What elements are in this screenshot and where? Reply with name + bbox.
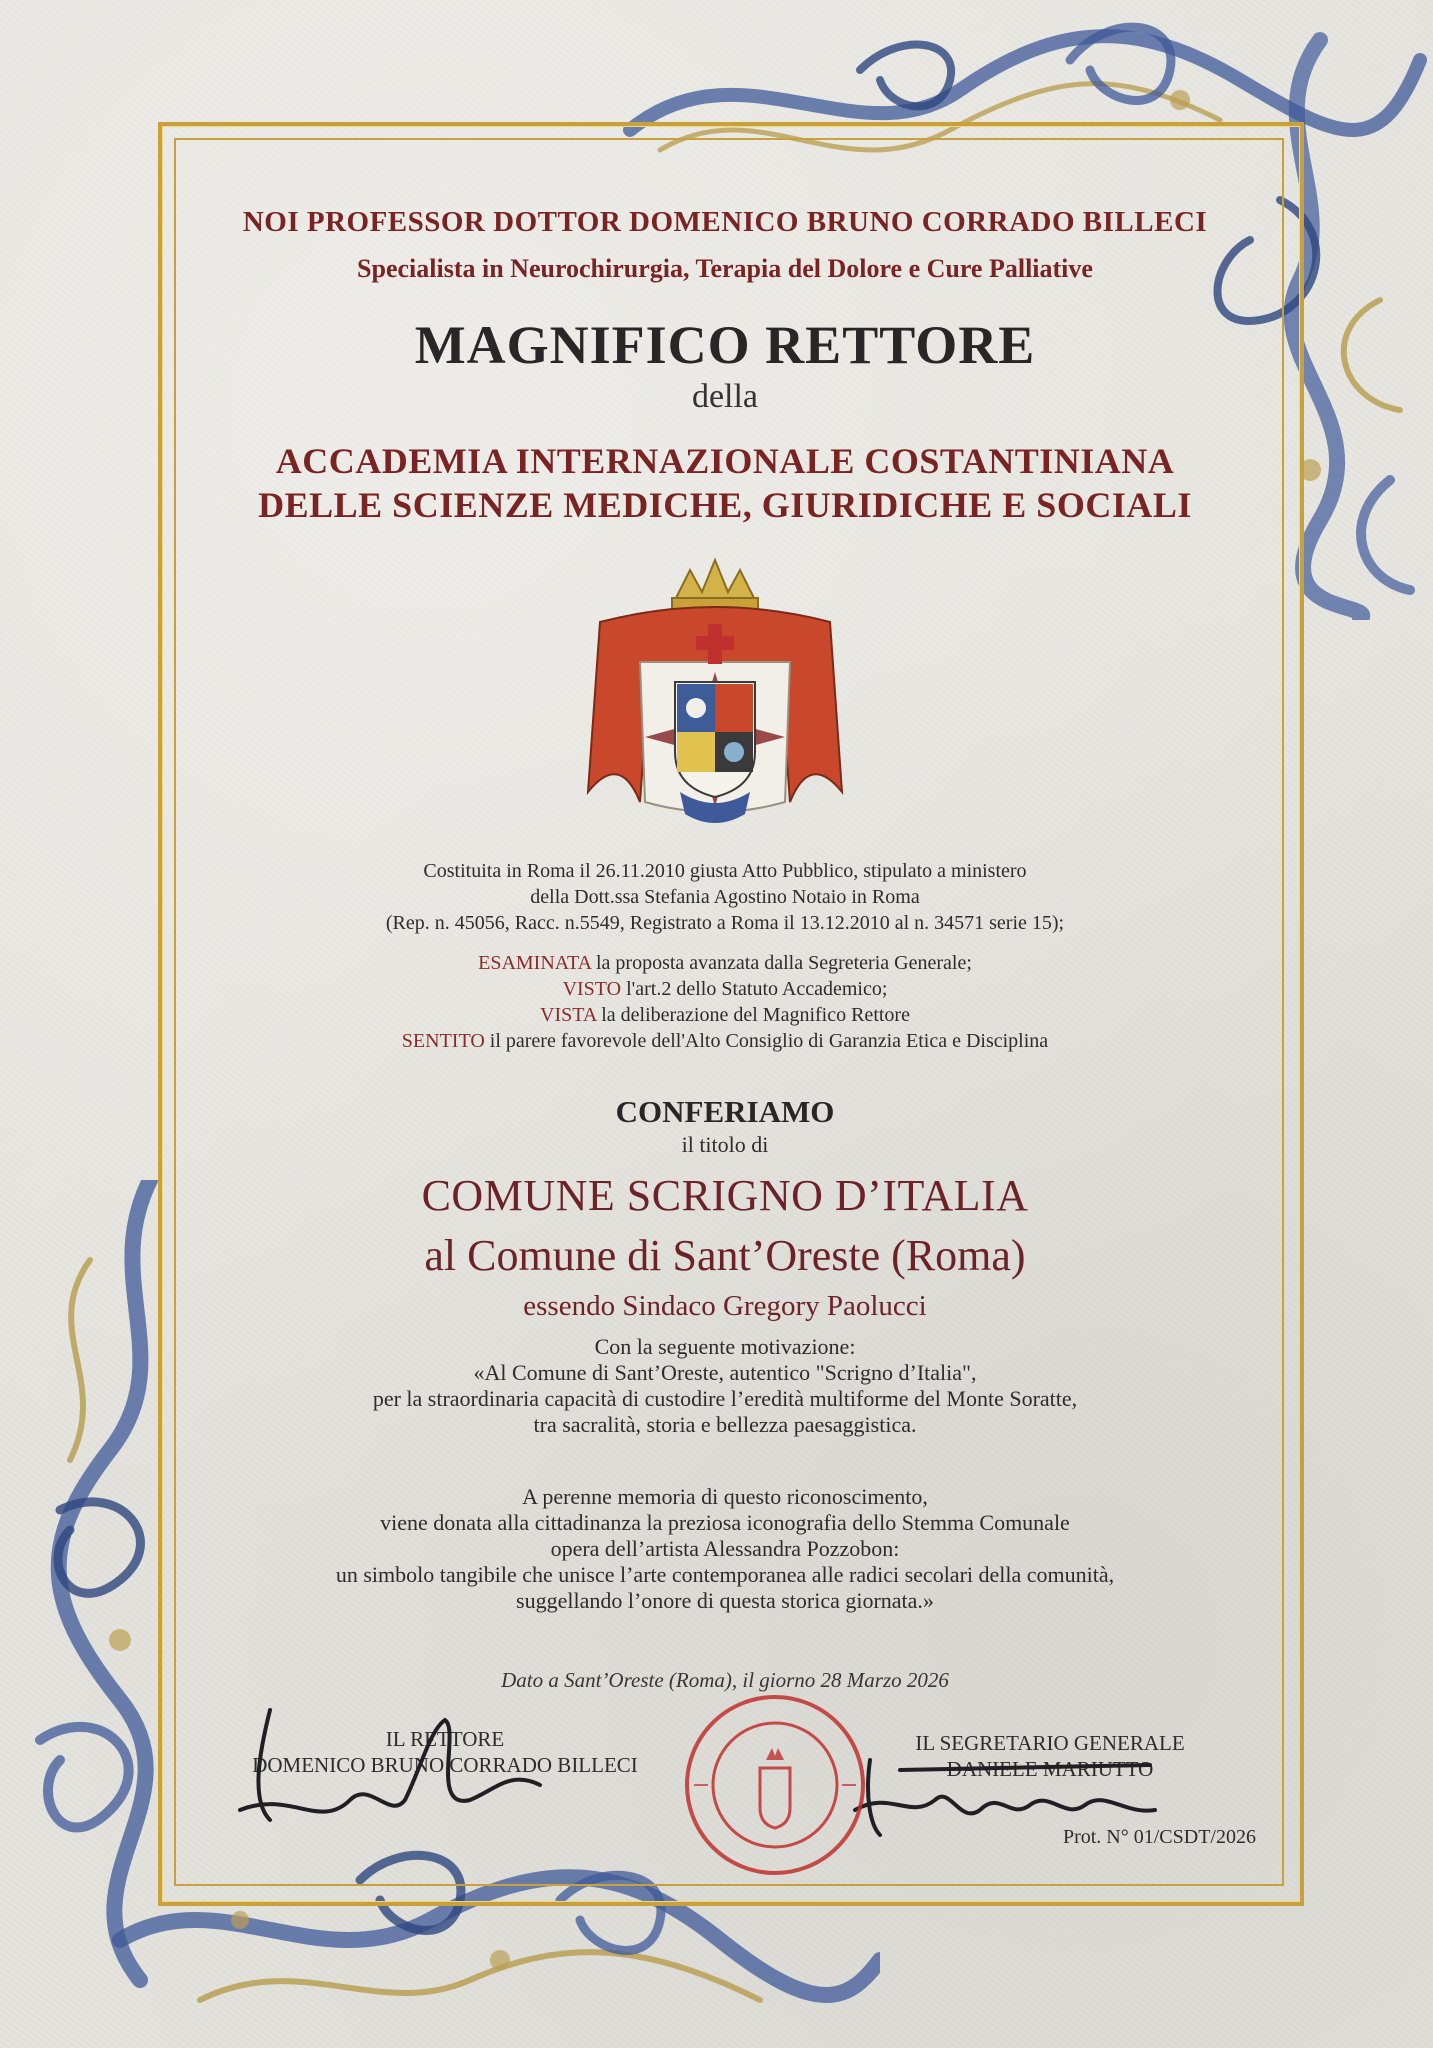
rector-name: DOMENICO BRUNO CORRADO BILLECI	[252, 1753, 638, 1777]
certificate-title: MAGNIFICO RETTORE	[414, 315, 1036, 375]
secretary-role: IL SEGRETARIO GENERALE	[915, 1731, 1185, 1755]
coat-of-arms-emblem	[580, 552, 850, 834]
declaration-text: la proposta avanzata dalla Segreteria Generale;	[590, 952, 972, 974]
declaration-sentito	[170, 1028, 1280, 1054]
conferral-heading: CONFERIAMO	[615, 1094, 835, 1129]
memory-line-4: un simbolo tangibile che unisce l’arte contemporanea alle radici secolari della comunità,	[335, 1562, 1115, 1587]
secretary-name: DANIELE MARIUTTO	[946, 1757, 1154, 1781]
constitution-text	[170, 858, 1280, 936]
declaration-text: la deliberazione del Magnifico Rettore	[596, 1004, 910, 1026]
academy-name-line-1: ACCADEMIA INTERNAZIONALE COSTANTINIANA	[275, 441, 1175, 481]
award-title: COMUNE SCRIGNO D’ITALIA	[421, 1171, 1029, 1220]
issuer-specialization: Specialista in Neurochirurgia, Terapia del Dolore e Cure Palliative	[357, 254, 1093, 283]
issuer-name: NOI PROFESSOR DOTTOR DOMENICO BRUNO CORRADO BILLECI	[242, 206, 1208, 238]
memory-line-5: suggellando l’onore di questa storica giornata.»	[516, 1588, 934, 1613]
declaration-keyword: VISTO	[562, 978, 622, 1000]
declaration-visto	[170, 976, 1280, 1002]
award-recipient: al Comune di Sant’Oreste (Roma)	[424, 1231, 1026, 1280]
motivation-line-3: per la straordinaria capacità di custodire l’eredità multiforme del Monte Soratte,	[372, 1386, 1078, 1411]
declaration-vista	[170, 1002, 1280, 1028]
date-place-line: Dato a Sant’Oreste (Roma), il giorno 28 Marzo 2026	[501, 1668, 949, 1692]
constitution-line-2: della Dott.ssa Stefania Agostino Notaio in Roma	[530, 886, 920, 908]
memory-line-3: opera dell’artista Alessandra Pozzobon:	[550, 1536, 900, 1561]
rector-handwritten-signature	[230, 1690, 560, 1845]
motivation-text	[170, 1334, 1280, 1438]
conferral-subheading: il titolo di	[681, 1132, 769, 1157]
motivation-line-1: Con la seguente motivazione:	[594, 1334, 856, 1359]
declaration-text: l'art.2 dello Statuto Accademico;	[621, 978, 888, 1000]
constitution-line-3: (Rep. n. 45056, Racc. n.5549, Registrato a Roma il 13.12.2010 al n. 34571 serie 15);	[385, 912, 1065, 934]
academy-name-line-2: DELLE SCIENZE MEDICHE, GIURIDICHE E SOCIALI	[258, 485, 1192, 525]
declaration-text: il parere favorevole dell'Alto Consiglio di Garanzia Etica e Disciplina	[484, 1030, 1049, 1052]
title-connector: della	[691, 378, 759, 415]
memory-text	[170, 1484, 1280, 1614]
official-stamp-seal	[680, 1690, 870, 1880]
motivation-line-2: «Al Comune di Sant’Oreste, autentico "Scrigno d’Italia",	[473, 1360, 977, 1385]
mayor-line: essendo Sindaco Gregory Paolucci	[523, 1290, 927, 1322]
memory-line-2: viene donata alla cittadinanza la preziosa iconografia dello Stemma Comunale	[380, 1510, 1070, 1535]
constitution-line-1: Costituita in Roma il 26.11.2010 giusta Atto Pubblico, stipulato a ministero	[423, 860, 1027, 882]
declaration-keyword: ESAMINATA	[478, 952, 591, 974]
declaration-keyword: VISTA	[540, 1004, 597, 1026]
declaration-keyword: SENTITO	[401, 1030, 485, 1052]
declaration-esaminata	[170, 950, 1280, 976]
rector-role: IL RETTORE	[385, 1727, 505, 1751]
motivation-line-4: tra sacralità, storia e bellezza paesaggistica.	[533, 1412, 917, 1437]
protocol-number: Prot. N° 01/CSDT/2026	[1062, 1826, 1256, 1848]
memory-line-1: A perenne memoria di questo riconoscimento,	[522, 1484, 928, 1509]
